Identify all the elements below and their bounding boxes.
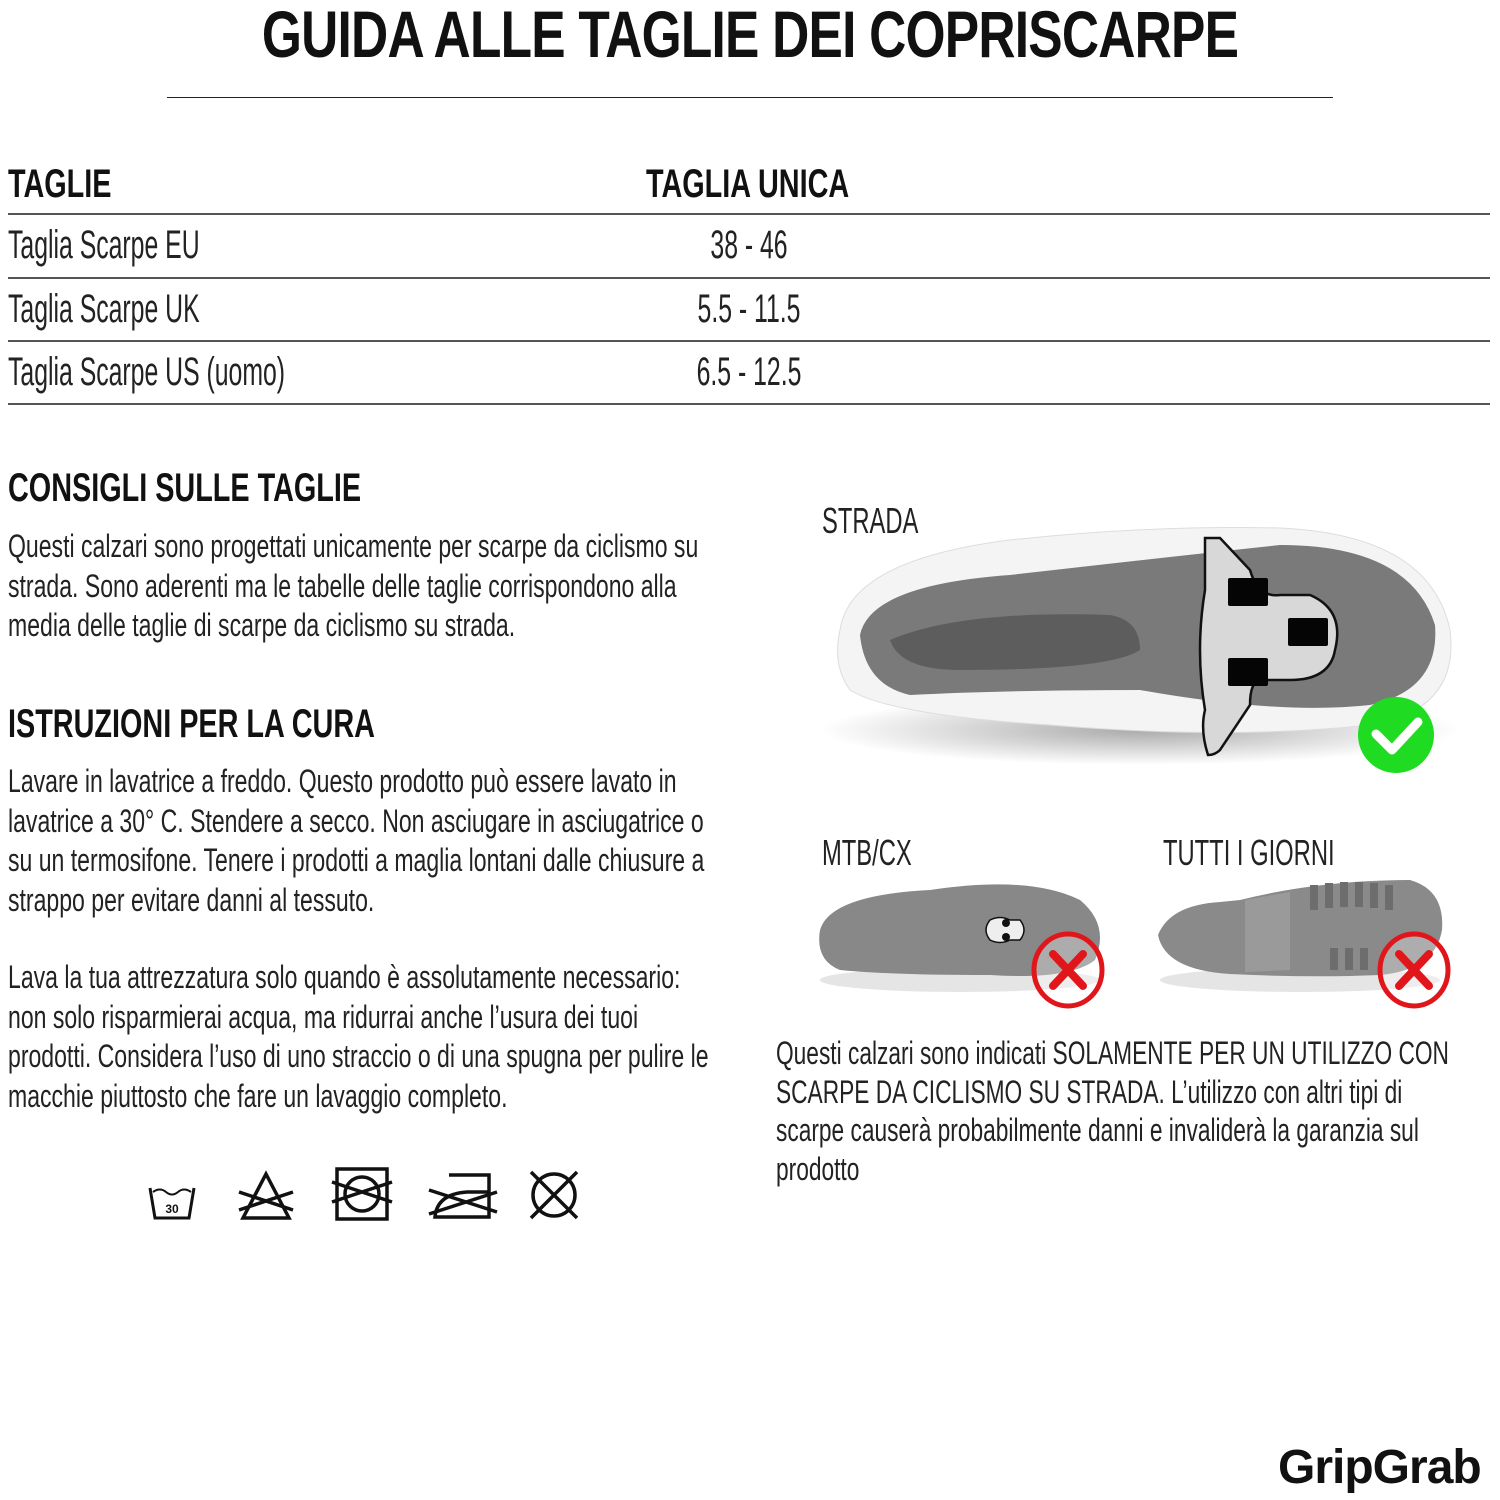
no-bleach-icon xyxy=(237,1170,295,1224)
row-value: 6.5 - 12.5 xyxy=(696,350,802,394)
brand-logo: GripGrab xyxy=(1278,1441,1481,1494)
row-value: 5.5 - 11.5 xyxy=(697,287,801,331)
svg-text:30: 30 xyxy=(165,1202,179,1216)
check-icon xyxy=(1358,697,1434,773)
no-tumble-dry-icon xyxy=(330,1166,394,1222)
care-icons xyxy=(145,1162,595,1232)
road-shoe-image xyxy=(810,520,1490,780)
care-heading: ISTRUZIONI PER LA CURA xyxy=(8,702,375,746)
everyday-shoe-image xyxy=(1150,870,1460,1010)
road-shoe-label: STRADA xyxy=(822,500,919,541)
compatibility-warning: Questi calzari sono indicati SOLAMENTE PER UN UTILIZZO CON SCARPE DA CICLISMO SU STRADA. L’utilizzo con altri tipi di scarpe causerà probabilmente danni e invaliderà la garanzia sul prodotto xyxy=(776,1035,1449,1187)
mtb-shoe-label: MTB/CX xyxy=(822,832,912,873)
sizing-advice-heading: CONSIGLI SULLE TAGLIE xyxy=(8,466,362,510)
header-sizes: TAGLIE xyxy=(8,162,112,206)
row-label: Taglia Scarpe US (uomo) xyxy=(8,350,286,394)
care-text: Lavare in lavatrice a freddo. Questo prodotto può essere lavato in lavatrice a 30° C. Stendere a secco. Non asciugare in asciugatrice o su un termosifone. Tenere i prodotti a maglia lontani dalle chiusure a strappo per evitare danni al tessuto. xyxy=(8,763,705,918)
table-row xyxy=(8,213,1490,278)
table-row xyxy=(8,277,1490,342)
row-label: Taglia Scarpe EU xyxy=(8,223,200,267)
row-label: Taglia Scarpe UK xyxy=(8,287,200,331)
mtb-shoe-image xyxy=(810,870,1120,1010)
table-row xyxy=(8,340,1490,405)
header-one-size: TAGLIA UNICA xyxy=(646,162,850,206)
sizing-advice-text: Questi calzari sono progettati unicamente per scarpe da ciclismo su strada. Sono aderenti ma le tabelle delle taglie corrispondono alla media delle taglie di scarpe da ciclismo su strada. xyxy=(8,528,699,643)
table-divider xyxy=(8,403,1490,405)
title-divider xyxy=(167,97,1333,98)
no-iron-icon xyxy=(427,1172,499,1222)
page-title: GUIDA ALLE TAGLIE DEI COPRISCARPE xyxy=(261,0,1239,71)
care-tip-text: Lava la tua attrezzatura solo quando è assolutamente necessario: non solo risparmierai acqua, ma ridurrai anche l’usura dei tuoi prodotti. Considera l’uso di uno straccio o di una spugna per pulire le macchie piuttosto che fare un lavaggio completo. xyxy=(8,959,709,1114)
everyday-shoe-label: TUTTI I GIORNI xyxy=(1163,832,1335,873)
no-dry-clean-icon xyxy=(525,1166,583,1224)
wash-30-icon xyxy=(147,1184,197,1222)
row-value: 38 - 46 xyxy=(710,223,788,267)
